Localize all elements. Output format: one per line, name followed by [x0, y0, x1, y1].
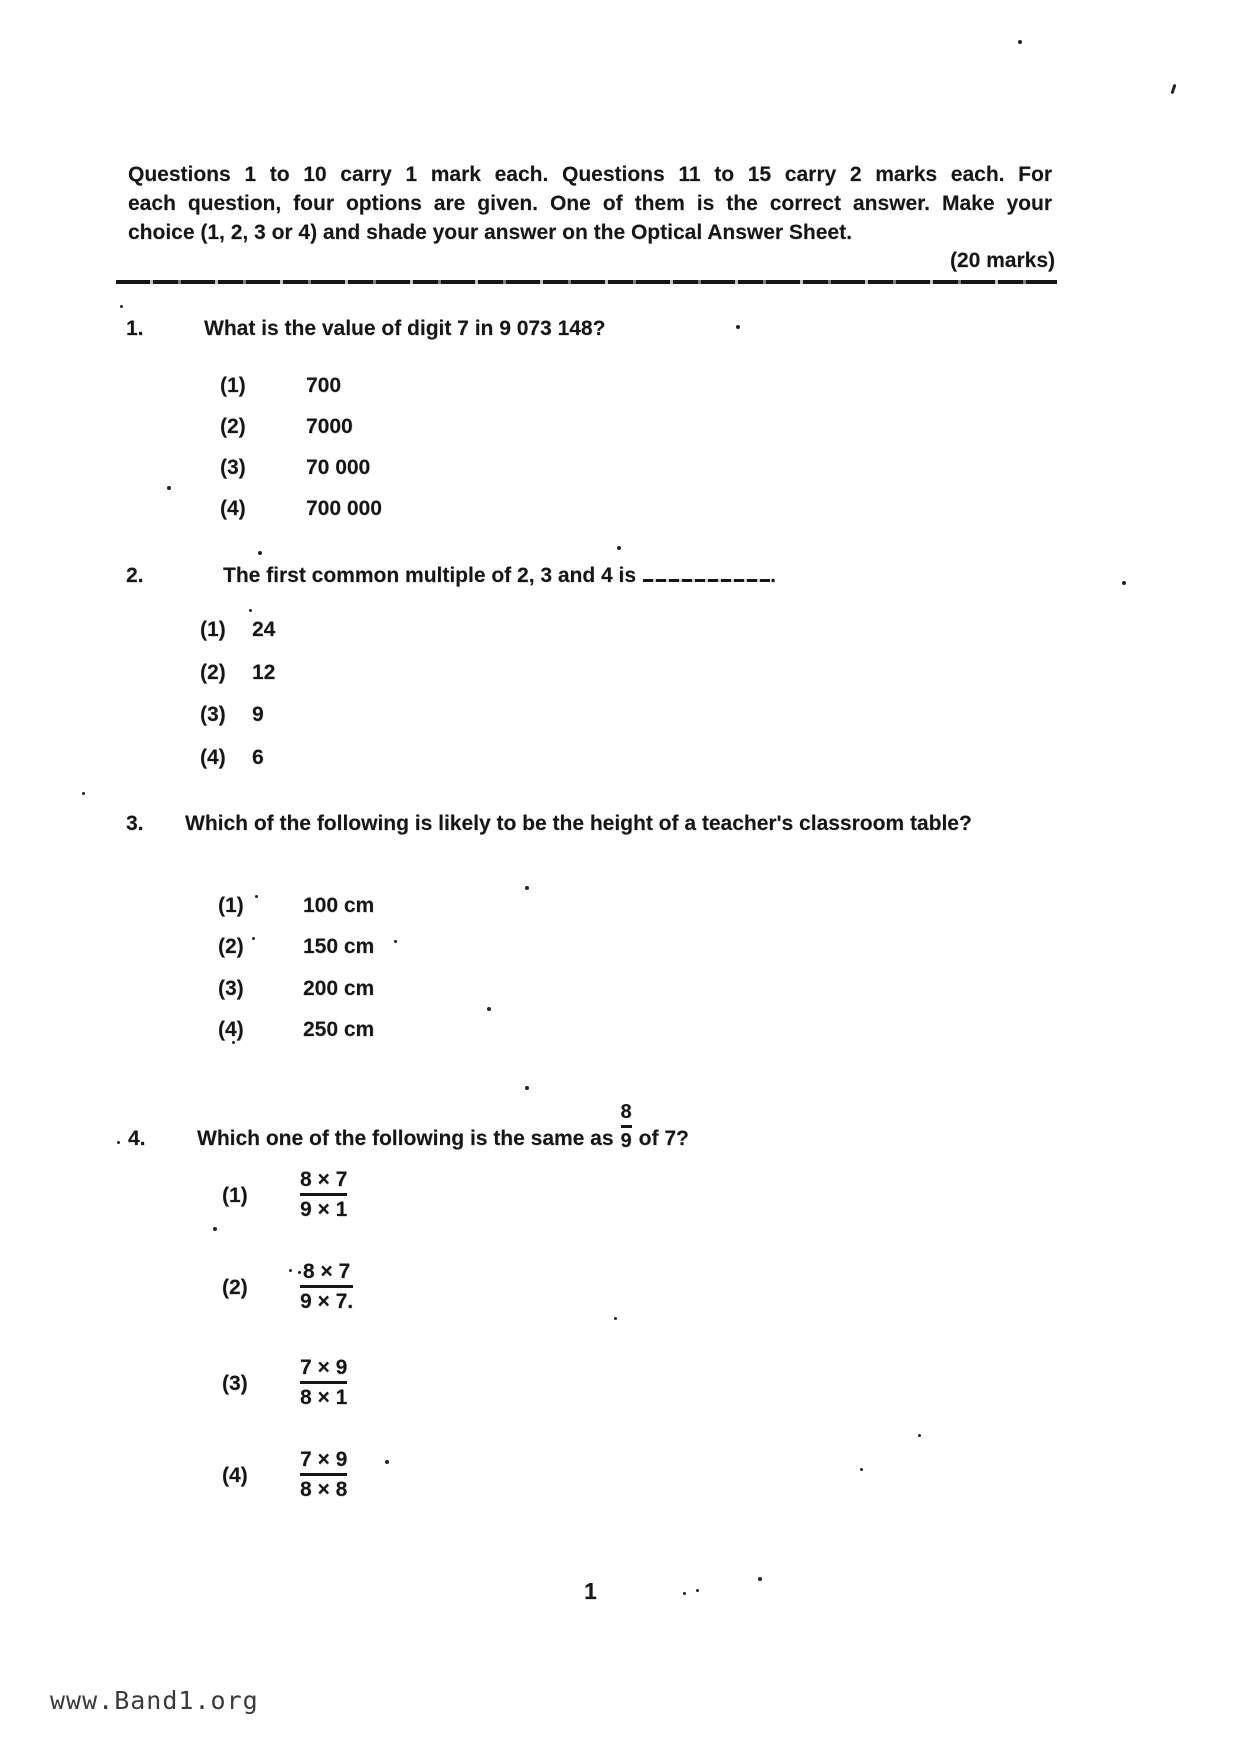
scan-speck: [249, 609, 252, 612]
option-label: (3): [218, 977, 244, 1000]
question-1-option-3: [220, 455, 370, 480]
question-1-stem: What is the value of digit 7 in 9 073 148?: [204, 317, 606, 340]
scan-speck: [758, 1577, 762, 1581]
scan-speck: [525, 886, 529, 890]
question-4-stem-suffix: of 7?: [638, 1127, 689, 1150]
option-label: (2): [220, 415, 246, 438]
option-label: (3): [200, 703, 226, 726]
scan-speck: [860, 1468, 863, 1471]
question-2-option-1: [200, 617, 275, 642]
option-label: (1): [218, 894, 244, 917]
fraction-denominator: 9 × 1: [300, 1198, 348, 1221]
fraction-denominator: 9 × 7.: [300, 1290, 354, 1313]
scan-speck: [252, 937, 255, 940]
option-label: (4): [222, 1464, 248, 1487]
question-4-option-1: [222, 1168, 347, 1221]
fraction-numerator: 8 × 7: [302, 1260, 351, 1283]
option-value: 700 000: [306, 497, 382, 520]
question-2-stem: [223, 563, 776, 588]
question-3-option-2: [218, 934, 374, 959]
question-1-number: 1.: [126, 317, 144, 340]
option-label: (2): [218, 935, 244, 958]
fraction-bar: [300, 1285, 353, 1288]
page-number: 1: [584, 1578, 597, 1604]
answer-blank: [643, 565, 770, 582]
option-label: (1): [222, 1184, 248, 1207]
fraction-denominator: 8 × 1: [300, 1386, 348, 1409]
scan-speck: [258, 551, 262, 555]
site-watermark: www.Band1.org: [50, 1686, 259, 1715]
question-4-stem-text: Which one of the following is the same as: [197, 1127, 614, 1150]
scan-speck: [120, 305, 123, 308]
option-value: 700: [306, 374, 342, 397]
instructions-line-3: choice (1, 2, 3 or 4) and shade your answer on the Optical Answer Sheet.: [128, 221, 852, 244]
instructions-line-2: each question, four options are given. One of them is the correct answer. Make your: [128, 192, 1052, 215]
question-1-option-1: [220, 373, 341, 398]
fraction-8-over-9: [621, 1101, 632, 1152]
option-value: 9: [252, 703, 264, 726]
fraction-bar: [300, 1381, 347, 1384]
question-3-stem: Which of the following is likely to be the height of a teacher's classroom table?: [185, 812, 972, 835]
option-label: (4): [218, 1018, 244, 1041]
option-value: 70 000: [306, 456, 371, 479]
option-label: (2): [200, 661, 226, 684]
fraction-denominator: 8 × 8: [300, 1478, 348, 1501]
scan-speck: [82, 792, 85, 795]
scan-speck: [617, 546, 621, 550]
option-label: (2): [222, 1276, 248, 1299]
scan-speck: [213, 1227, 217, 1231]
option-label: (3): [220, 456, 246, 479]
scan-speck: [487, 1007, 491, 1011]
option-value: 150 cm: [303, 935, 375, 958]
option-value: 12: [252, 661, 276, 684]
question-4-option-3: [222, 1356, 347, 1409]
scan-speck: [683, 1592, 686, 1595]
question-4-option-2: [222, 1260, 353, 1313]
option-value: 24: [252, 618, 276, 641]
fraction-denominator: 9: [620, 1130, 632, 1152]
scan-speck: [255, 895, 258, 898]
question-2-option-3: [200, 702, 264, 727]
question-2-number: 2.: [126, 564, 144, 587]
question-4-option-4: [222, 1448, 347, 1501]
fraction-numerator: 8: [620, 1101, 632, 1123]
option-value: 250 cm: [303, 1018, 375, 1041]
question-1-option-2: [220, 414, 353, 439]
option-fraction: [300, 1448, 347, 1501]
option-label: (1): [200, 618, 226, 641]
option-fraction: [300, 1168, 347, 1221]
option-label: (3): [222, 1372, 248, 1395]
question-4-number: 4.: [128, 1127, 146, 1150]
scan-speck: [117, 1141, 120, 1144]
option-value: 100 cm: [303, 894, 375, 917]
question-3-option-1: [218, 893, 374, 918]
question-2-option-4: [200, 745, 264, 770]
option-value: 200 cm: [303, 977, 375, 1000]
option-label: (1): [220, 374, 246, 397]
question-3-option-4: [218, 1017, 374, 1042]
scan-speck: [394, 940, 397, 943]
scan-speck: [1018, 40, 1022, 44]
question-3-number: 3.: [126, 812, 144, 835]
scan-speck: [1171, 84, 1177, 94]
scan-speck: [167, 486, 171, 490]
option-value: 7000: [306, 415, 353, 438]
scan-speck: [525, 1086, 529, 1090]
option-fraction: [300, 1356, 347, 1409]
scan-speck: [289, 1269, 292, 1272]
marks-note: (20 marks): [949, 249, 1055, 272]
fraction-bar: [300, 1473, 347, 1476]
fraction-numerator: 7 × 9: [300, 1356, 348, 1379]
scan-speck: [1122, 581, 1126, 585]
question-2-stem-text: The first common multiple of 2, 3 and 4 is: [223, 564, 637, 587]
fraction-numerator: 7 × 9: [300, 1448, 348, 1471]
question-4-stem: [197, 1101, 689, 1152]
fraction-numerator: 8 × 7: [300, 1168, 348, 1191]
fraction-bar: [621, 1125, 632, 1128]
scan-speck: [736, 325, 740, 329]
scan-speck: [298, 1271, 301, 1274]
fraction-bar: [300, 1193, 347, 1196]
question-2-stem-suffix: .: [770, 564, 776, 587]
scan-speck: [918, 1434, 921, 1437]
instructions-line-1: Questions 1 to 10 carry 1 mark each. Questions 11 to 15 carry 2 marks each. For: [128, 163, 1052, 186]
scan-speck: [696, 1589, 699, 1592]
scan-speck: [385, 1460, 389, 1464]
scan-speck: [232, 1041, 235, 1044]
option-value: 6: [252, 746, 264, 769]
option-label: (4): [200, 746, 226, 769]
option-label: (4): [220, 497, 246, 520]
question-3-option-3: [218, 976, 374, 1001]
divider-line: [116, 280, 1057, 284]
question-2-option-2: [200, 660, 275, 685]
option-fraction: [300, 1260, 353, 1313]
question-1-option-4: [220, 496, 382, 521]
scan-speck: [614, 1317, 617, 1320]
